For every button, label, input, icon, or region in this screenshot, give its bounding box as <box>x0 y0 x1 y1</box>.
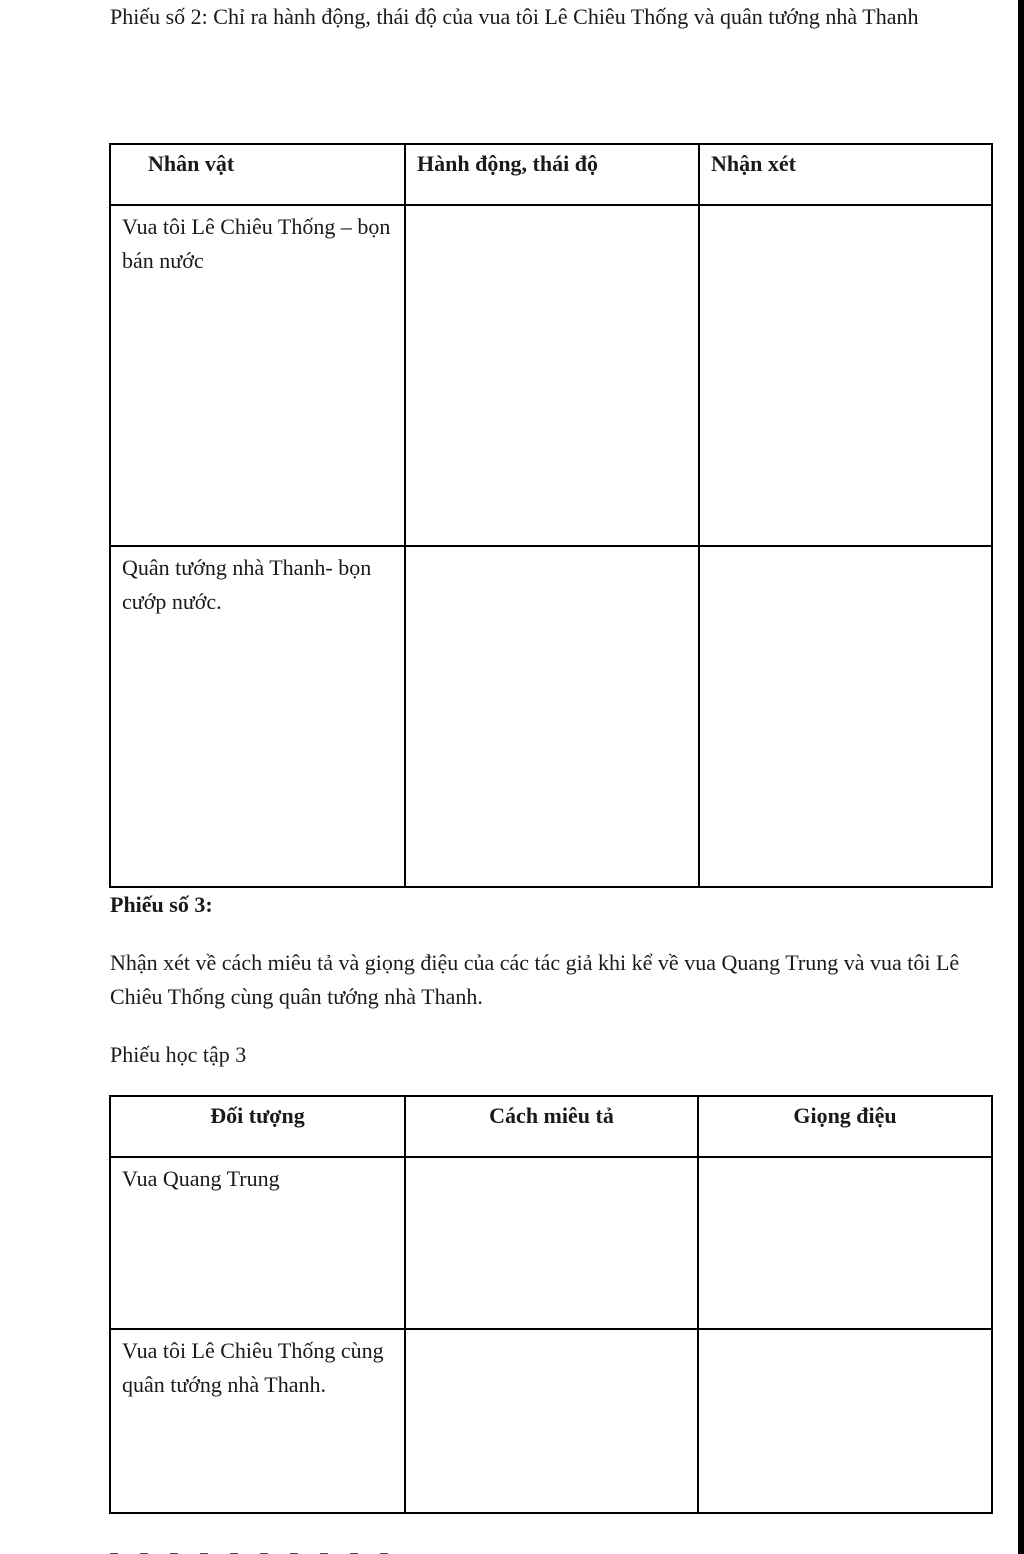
right-edge-bar <box>1018 0 1024 1554</box>
column-header: Giọng điệu <box>698 1096 992 1157</box>
sheet2-intro: Phiếu số 2: Chỉ ra hành động, thái độ của vua tôi Lê Chiêu Thống và quân tướng nhà Thanh <box>110 4 919 29</box>
table-cell-empty <box>698 1157 992 1329</box>
table-header-row <box>110 1096 992 1157</box>
sheet3-subtitle: Phiếu học tập 3 <box>110 1042 247 1067</box>
table-cell-empty <box>699 205 992 546</box>
column-header: Nhận xét <box>699 144 992 205</box>
sheet3-description: Nhận xét về cách miêu tả và giọng điệu của các tác giả khi kể về vua Quang Trung và vua tôi Lê Chiêu Thống cùng quân tướng nhà Thanh. <box>110 950 960 1009</box>
sheet2-table <box>109 143 993 888</box>
column-header: Đối tượng <box>110 1096 405 1157</box>
table-cell-empty <box>405 1157 698 1329</box>
table-row <box>110 1329 992 1513</box>
table-cell-empty <box>405 205 699 546</box>
cut-off-text-line <box>110 1543 410 1554</box>
table-row <box>110 546 992 887</box>
table-cell: Vua tôi Lê Chiêu Thống cùng quân tướng nhà Thanh. <box>110 1329 405 1513</box>
table-row <box>110 1157 992 1329</box>
table-cell: Vua tôi Lê Chiêu Thống – bọn bán nước <box>110 205 405 546</box>
table-cell-empty <box>699 546 992 887</box>
table-cell-empty <box>405 1329 698 1513</box>
column-header: Hành động, thái độ <box>405 144 699 205</box>
table-cell: Vua Quang Trung <box>110 1157 405 1329</box>
table-cell-empty <box>698 1329 992 1513</box>
table-cell-empty <box>405 546 699 887</box>
sheet3-title: Phiếu số 3: <box>110 892 213 917</box>
column-header: Nhân vật <box>110 144 405 205</box>
table-cell: Quân tướng nhà Thanh- bọn cướp nước. <box>110 546 405 887</box>
column-header: Cách miêu tả <box>405 1096 698 1157</box>
sheet3-table <box>109 1095 993 1514</box>
table-header-row <box>110 144 992 205</box>
table-row <box>110 205 992 546</box>
